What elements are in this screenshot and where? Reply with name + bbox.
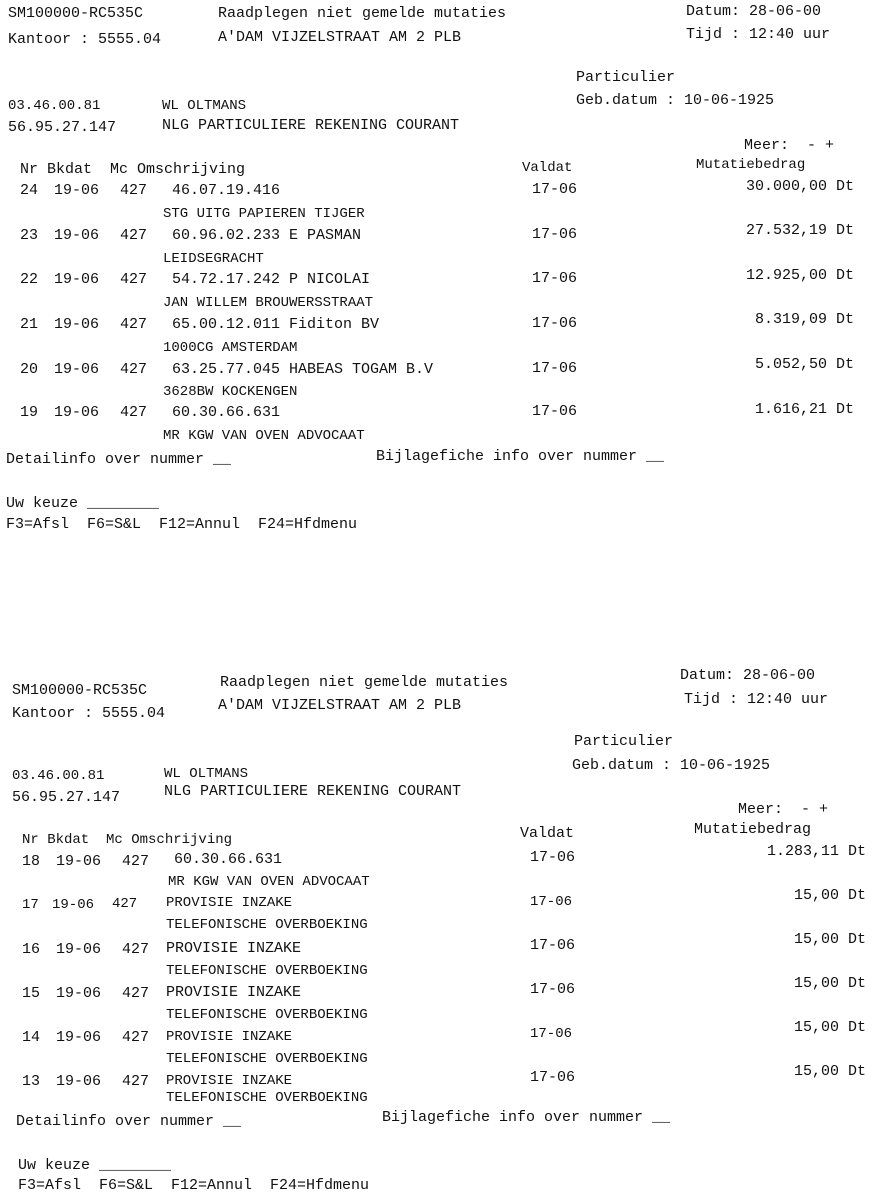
row-description-2: LEIDSEGRACHT (163, 251, 264, 267)
row-mc: 427 (120, 316, 148, 333)
row-bkdat: 19-06 (54, 227, 100, 244)
client-name: WL OLTMANS (164, 766, 249, 782)
row-nr: 22 (20, 271, 39, 288)
row-valdat: 17-06 (532, 403, 578, 420)
datum: Datum: 28-06-00 (686, 3, 822, 20)
tijd: Tijd : 12:40 uur (684, 691, 829, 708)
row-bkdat: 19-06 (56, 985, 102, 1002)
row-nr: 15 (22, 985, 41, 1002)
row-description-2: STG UITG PAPIEREN TIJGER (163, 206, 365, 222)
row-mc: 427 (112, 896, 138, 912)
program-id: SM100000-RC535C (12, 682, 148, 699)
row-amount: 1.616,21 Dt (754, 401, 854, 418)
row-valdat: 17-06 (530, 849, 576, 866)
row-amount: 15,00 Dt (793, 1063, 866, 1080)
row-bkdat: 19-06 (54, 316, 100, 333)
row-description-2: MR KGW VAN OVEN ADVOCAAT (163, 428, 365, 444)
row-description: 46.07.19.416 (172, 182, 281, 199)
choice-input[interactable]: Uw keuze ________ (18, 1157, 172, 1174)
row-nr: 18 (22, 853, 41, 870)
row-amount: 15,00 Dt (793, 887, 866, 904)
terminal-screen-2 (0, 664, 886, 1204)
row-bkdat: 19-06 (56, 1029, 102, 1046)
screen-title: Raadplegen niet gemelde mutaties (218, 5, 507, 22)
row-mc: 427 (120, 227, 148, 244)
row-description-2: JAN WILLEM BROUWERSSTRAAT (163, 295, 374, 311)
row-valdat: 17-06 (532, 270, 578, 287)
row-amount: 27.532,19 Dt (745, 222, 854, 239)
row-valdat: 17-06 (530, 981, 576, 998)
client-type: Particulier (576, 69, 676, 86)
row-mc: 427 (122, 853, 150, 870)
row-description: 60.30.66.631 (172, 404, 281, 421)
row-description: 63.25.77.045 HABEAS TOGAM B.V (172, 361, 434, 378)
row-bkdat: 19-06 (54, 404, 100, 421)
birth-date: Geb.datum : 10-06-1925 (576, 92, 775, 109)
row-bkdat: 19-06 (56, 853, 102, 870)
detail-info-field[interactable]: Detailinfo over nummer __ (16, 1113, 242, 1130)
row-nr: 23 (20, 227, 39, 244)
row-valdat: 17-06 (530, 1069, 576, 1086)
column-header-valdat: Valdat (522, 160, 573, 176)
row-bkdat: 19-06 (54, 182, 100, 199)
row-valdat: 17-06 (532, 315, 578, 332)
row-mc: 427 (122, 1073, 150, 1090)
row-amount: 1.283,11 Dt (766, 843, 866, 860)
client-number: 03.46.00.81 (8, 98, 101, 114)
terminal-screen-1 (0, 0, 886, 540)
row-valdat: 17-06 (530, 937, 576, 954)
row-description-2: TELEFONISCHE OVERBOEKING (166, 917, 368, 933)
client-type: Particulier (574, 733, 674, 750)
row-amount: 15,00 Dt (793, 975, 866, 992)
row-description: PROVISIE INZAKE (166, 1073, 293, 1089)
row-valdat: 17-06 (532, 226, 578, 243)
client-number: 03.46.00.81 (12, 768, 105, 784)
office-name: A'DAM VIJZELSTRAAT AM 2 PLB (218, 697, 462, 714)
row-nr: 21 (20, 316, 39, 333)
row-mc: 427 (122, 941, 150, 958)
kantoor: Kantoor : 5555.04 (12, 705, 166, 722)
function-keys[interactable]: F3=Afsl F6=S&L F12=Annul F24=Hfdmenu (18, 1177, 370, 1194)
row-valdat: 17-06 (532, 360, 578, 377)
account-description: NLG PARTICULIERE REKENING COURANT (162, 117, 460, 134)
row-nr: 17 (22, 897, 39, 913)
row-description: 60.96.02.233 E PASMAN (172, 227, 362, 244)
row-mc: 427 (120, 182, 148, 199)
kantoor: Kantoor : 5555.04 (8, 31, 162, 48)
bijlage-info-field[interactable]: Bijlagefiche info over nummer __ (382, 1109, 671, 1126)
column-header-amount: Mutatiebedrag (694, 821, 812, 838)
program-id: SM100000-RC535C (8, 5, 144, 22)
office-name: A'DAM VIJZELSTRAAT AM 2 PLB (218, 29, 462, 46)
row-mc: 427 (122, 985, 150, 1002)
row-amount: 30.000,00 Dt (745, 178, 854, 195)
row-description: PROVISIE INZAKE (166, 895, 293, 911)
account-number: 56.95.27.147 (12, 789, 121, 806)
datum: Datum: 28-06-00 (680, 667, 816, 684)
row-nr: 19 (20, 404, 39, 421)
row-mc: 427 (122, 1029, 150, 1046)
row-amount: 12.925,00 Dt (745, 267, 854, 284)
row-nr: 13 (22, 1073, 41, 1090)
row-amount: 5.052,50 Dt (754, 356, 854, 373)
row-description: PROVISIE INZAKE (166, 984, 302, 1001)
row-valdat: 17-06 (532, 181, 578, 198)
row-description: 60.30.66.631 (174, 851, 283, 868)
birth-date: Geb.datum : 10-06-1925 (572, 757, 771, 774)
row-amount: 8.319,09 Dt (754, 311, 854, 328)
row-valdat: 17-06 (530, 1026, 573, 1042)
choice-input[interactable]: Uw keuze ________ (6, 495, 160, 512)
column-header-left: Nr Bkdat Mc Omschrijving (22, 832, 233, 848)
row-description-2: TELEFONISCHE OVERBOEKING (166, 1090, 368, 1106)
row-nr: 20 (20, 361, 39, 378)
row-description: 54.72.17.242 P NICOLAI (172, 271, 371, 288)
row-nr: 24 (20, 182, 39, 199)
row-bkdat: 19-06 (54, 361, 100, 378)
row-valdat: 17-06 (530, 894, 573, 910)
row-description: 65.00.12.011 Fiditon BV (172, 316, 380, 333)
row-description-2: TELEFONISCHE OVERBOEKING (166, 963, 368, 979)
row-description-2: 1000CG AMSTERDAM (163, 340, 298, 356)
row-description-2: TELEFONISCHE OVERBOEKING (166, 1051, 368, 1067)
row-bkdat: 19-06 (54, 271, 100, 288)
row-amount: 15,00 Dt (793, 1019, 866, 1036)
row-description-2: MR KGW VAN OVEN ADVOCAAT (168, 874, 370, 890)
detail-info-field[interactable]: Detailinfo over nummer __ (6, 451, 232, 468)
row-description: PROVISIE INZAKE (166, 940, 302, 957)
row-description-2: 3628BW KOCKENGEN (163, 384, 298, 400)
column-header-valdat: Valdat (520, 825, 575, 842)
row-bkdat: 19-06 (56, 941, 102, 958)
row-description-2: TELEFONISCHE OVERBOEKING (166, 1007, 368, 1023)
row-bkdat: 19-06 (52, 897, 95, 913)
row-description: PROVISIE INZAKE (166, 1029, 293, 1045)
row-amount: 15,00 Dt (793, 931, 866, 948)
client-name: WL OLTMANS (162, 98, 247, 114)
bijlage-info-field[interactable]: Bijlagefiche info over nummer __ (376, 448, 665, 465)
meer-indicator[interactable]: Meer: - + (744, 137, 835, 154)
screen-title: Raadplegen niet gemelde mutaties (220, 674, 509, 691)
meer-indicator[interactable]: Meer: - + (738, 801, 829, 818)
column-header-left: Nr Bkdat Mc Omschrijving (20, 161, 246, 178)
row-mc: 427 (120, 404, 148, 421)
column-header-amount: Mutatiebedrag (696, 157, 806, 173)
tijd: Tijd : 12:40 uur (686, 26, 831, 43)
row-nr: 14 (22, 1029, 41, 1046)
row-mc: 427 (120, 271, 148, 288)
function-keys[interactable]: F3=Afsl F6=S&L F12=Annul F24=Hfdmenu (6, 516, 358, 533)
row-nr: 16 (22, 941, 41, 958)
account-description: NLG PARTICULIERE REKENING COURANT (164, 783, 462, 800)
account-number: 56.95.27.147 (8, 119, 117, 136)
row-bkdat: 19-06 (56, 1073, 102, 1090)
row-mc: 427 (120, 361, 148, 378)
